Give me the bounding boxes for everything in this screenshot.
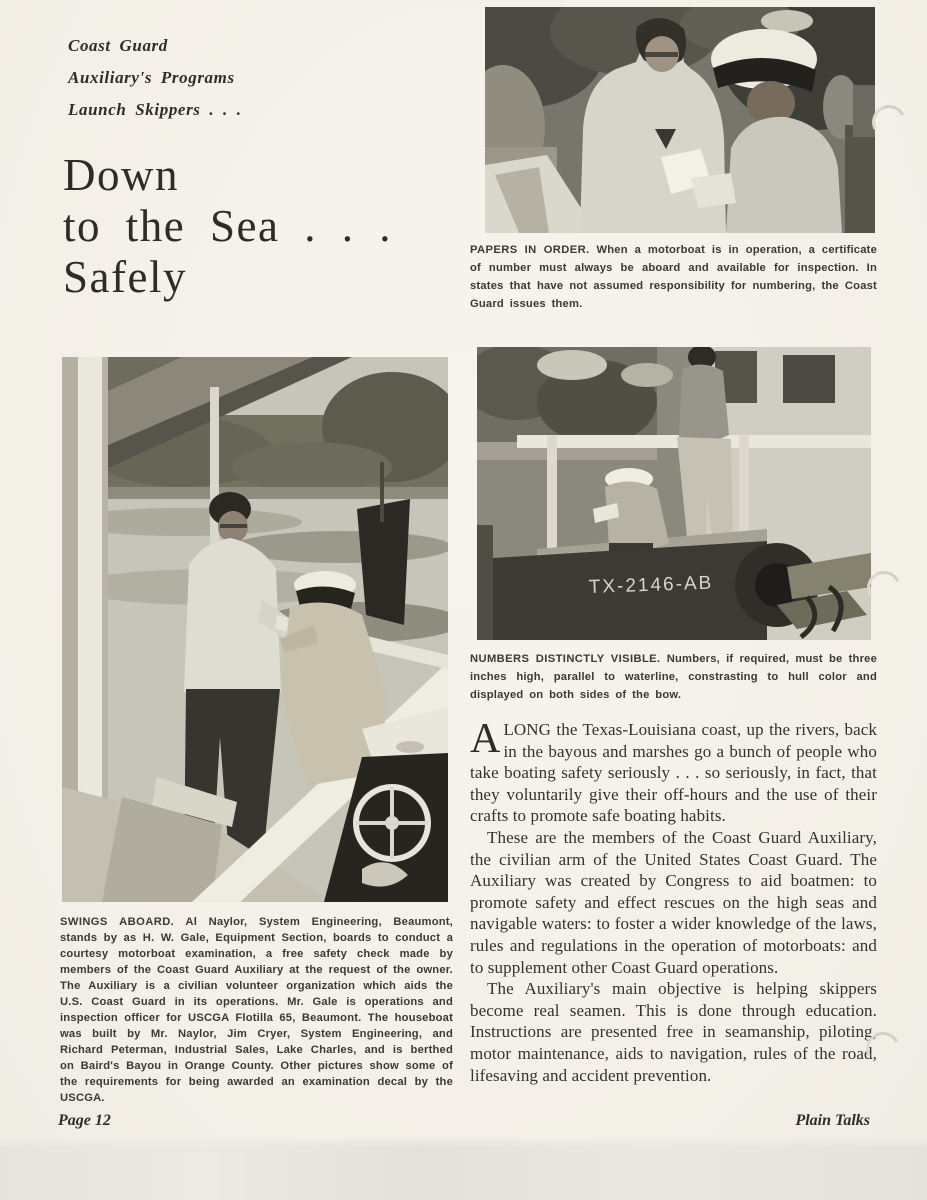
window-shape — [783, 355, 835, 403]
page-title — [63, 150, 392, 303]
publication-name: Plain Talks — [795, 1112, 870, 1129]
article-paragraph: These are the members of the Coast Guard Auxiliary, the civilian arm of the United States Coast Guard. The Auxiliary was created by Congress to aid boatmen: to promote safety and effect rescues on the high seas and navigable waters: to foster a wider knowledge of the laws, rules and regulations in the operation of motorboats: and to supplement other Coast Guard operations. — [470, 827, 877, 977]
article-paragraph: The Auxiliary's main objective is helping skippers become real seamen. This is done through education. Instructions are presented free in seamanship, piloting, motor maintenance, aids to navigation, rules of the road, lifesaving and accident prevention. — [470, 979, 877, 1085]
paragraph-text: LONG the Texas-Louisiana coast, up the rivers, back in the bayous and marshes go a bunch of people who take boating safety seriously . . . so seriously, in fact, that they voluntarily give their off-hours and the use of their crafts to promote safe boating habits. — [470, 720, 877, 826]
caption-swings-aboard — [60, 914, 453, 1106]
caption-body: Al Naylor, System Engineering, Beaumont, stands by as H. W. Gale, Equipment Section, boards to conduct a courtesy motorboat examination, a free safety check made by members of the Coast Guard Auxiliary at the request of the owner. The Auxiliary is a civilian volunteer organization which aids the U.S. Coast Guard in its operations. Mr. Gale is operations and inspection officer for USCGA Flotilla 65, Beaumont. The houseboat was built by Mr. Naylor, Jim Cryer, System Engineering, and Richard Peterman, Industrial Sales, Lake Charles, and is berthed on Baird's Bayou in Orange County. Other pictures show some of the requirements for being awarded an examination decal by the USCGA. — [60, 916, 453, 1104]
caption-lead: PAPERS IN ORDER. — [470, 244, 590, 256]
scan-edge-band — [0, 1138, 927, 1200]
title-line: Down — [63, 150, 179, 200]
glasses-shape — [220, 524, 247, 528]
title-line: Safely — [63, 252, 187, 302]
article-body — [470, 716, 877, 1086]
kicker-line: Launch Skippers . . . — [68, 100, 242, 119]
caption-numbers-visible — [470, 650, 877, 704]
caption-body: When a motorboat is in operation, a certificate of number must always be aboard and available for inspection. In states that have not assumed responsibility for numbering, the Coast Guard issues them. — [470, 244, 877, 310]
page-number: Page 12 — [58, 1112, 111, 1129]
kicker-line: Coast Guard — [68, 36, 168, 55]
kicker-line: Auxiliary's Programs — [68, 68, 235, 87]
glasses-shape — [645, 52, 678, 57]
hull-number-text: TX-2146-AB — [588, 572, 714, 598]
caption-body: Numbers, if required, must be three inches high, parallel to waterline, constrasting to hull color and displayed on both sides of the bow. — [470, 653, 877, 701]
photo-numbers-illustration — [477, 347, 871, 640]
kicker — [68, 30, 242, 126]
photo-swings-aboard — [62, 357, 448, 902]
photo-swings-illustration — [62, 357, 448, 902]
photo-numbers-visible — [477, 347, 871, 640]
caption-papers-in-order — [470, 241, 877, 313]
photo-papers-in-order — [485, 7, 875, 233]
article-paragraph — [470, 716, 877, 827]
title-line: to the Sea . . . — [63, 201, 392, 251]
caption-lead: SWINGS ABOARD. — [60, 916, 175, 928]
photo-papers-illustration — [485, 7, 875, 233]
drop-cap: A — [470, 716, 501, 762]
caption-lead: NUMBERS DISTINCTLY VISIBLE. — [470, 653, 661, 665]
